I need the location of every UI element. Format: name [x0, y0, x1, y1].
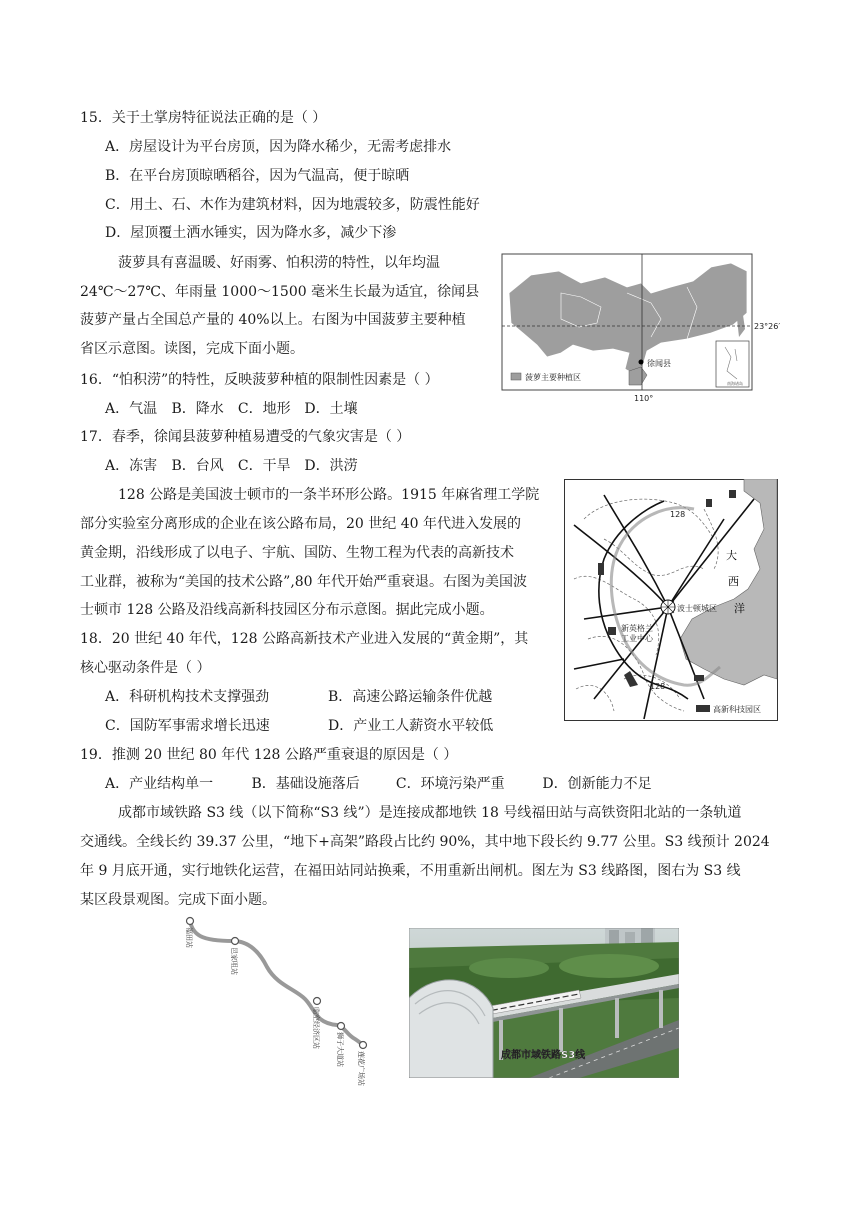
station-label-yijiazui: 邑家咀站	[230, 947, 238, 975]
q18-option-d: D．产业工人薪资水平较低	[328, 718, 494, 734]
q15-option-b: B．在平台房顶晾晒稻谷，因为气温高，便于晾晒	[105, 168, 410, 184]
q19-options	[105, 774, 652, 794]
station-label-futian: 福田站	[185, 927, 193, 948]
pineapple-para-line: 省区示意图。读图，完成下面小题。	[80, 341, 304, 357]
station-dot	[232, 938, 239, 945]
route128-map-figure	[564, 479, 778, 721]
legend-swatch	[696, 705, 710, 712]
photo-caption: 成都市域铁路S3线	[501, 1050, 586, 1061]
pineapple-para-line: 菠萝产量占全国总产量的 40%以上。右图为中国菠萝主要种植	[80, 312, 466, 328]
q17-option-b: B．台风	[171, 458, 224, 474]
longitude-label: 110°	[634, 394, 654, 403]
boston-label: 波士顿城区	[677, 604, 717, 613]
route128-para-line: 士顿市 128 公路及沿线高新科技园区分布示意图。据此完成小题。	[80, 602, 494, 618]
station-dot	[187, 918, 194, 925]
route128-para-line: 128 公路是美国波士顿市的一条半环形公路。1915 年麻省理工学院	[118, 487, 540, 503]
s3-route-map	[175, 915, 385, 1097]
station-label-linkong: 临空经济区站	[312, 1007, 320, 1049]
q17-options	[105, 456, 358, 476]
tech-park-marker	[706, 499, 712, 507]
q19-option-d: D．创新能力不足	[542, 776, 652, 792]
q18-option-c: C．国防军事需求增长迅速	[105, 718, 270, 734]
q16-stem: 16．“怕积涝”的特性，反映菠萝种植的限制性因素是（ ）	[80, 372, 439, 388]
s3-viaduct-photo	[409, 928, 679, 1078]
q17-option-d: D．洪涝	[304, 458, 358, 474]
s3-line-path	[190, 921, 363, 1047]
latitude-label: 23°26′	[754, 322, 781, 331]
station-dot	[360, 1042, 367, 1049]
map-legend-label: 菠萝主要种植区	[525, 373, 581, 382]
route128-label: 128	[650, 682, 666, 691]
station-dot	[314, 998, 321, 1005]
ocean-label: 大	[726, 549, 737, 562]
q18-stem: 核心驱动条件是（ ）	[80, 660, 211, 676]
q17-stem: 17．春季，徐闻县菠萝种植易遭受的气象灾害是（ ）	[80, 429, 411, 445]
route128-para-line: 部分实验室分离形成的企业在该公路布局，20 世纪 40 年代进入发展的	[80, 516, 521, 532]
map-legend-label: 高新科技园区	[713, 705, 761, 714]
new-england-label: 工业中心	[621, 634, 653, 643]
q18-option-a: A．科研机构技术支撑强劲	[105, 689, 270, 705]
pineapple-para-line: 24℃～27℃、年雨量 1000～1500 毫米生长最为适宜，徐闻县	[80, 284, 480, 300]
q18-option-b: B．高速公路运输条件优越	[328, 689, 493, 705]
pineapple-para-line: 菠萝具有喜温暖、好雨雾、怕积涝的特性，以年均温	[118, 255, 440, 271]
route128-para-line: 工业群，被称为“美国的技术公路”,80 年代开始严重衰退。右图为美国波	[80, 574, 528, 590]
q19-option-c: C．环境污染严重	[395, 776, 505, 792]
s3-para-line: 某区段景观图。完成下面小题。	[80, 892, 276, 908]
inset-label: 南海诸岛	[727, 381, 743, 386]
q18-stem: 18．20 世纪 40 年代，128 公路高新技术产业进入发展的“黄金期”，其	[80, 631, 529, 647]
s3-para-line: 交通线。全线长约 39.37 公里，“地下+高架”路段占比约 90%，其中地下段长约 9.77 公里。S3 线预计 2024	[80, 834, 770, 850]
q19-option-a: A．产业结构单一	[105, 776, 214, 792]
q19-option-b: B．基础设施落后	[251, 776, 360, 792]
pineapple-map-figure	[501, 253, 797, 403]
ocean-label: 西	[728, 575, 739, 588]
q16-option-d: D．土壤	[304, 401, 358, 417]
q16-option-a: A．气温	[105, 401, 158, 417]
xuwen-county-label: 徐闻县	[647, 359, 671, 368]
s3-para-line: 成都市域铁路 S3 线（以下简称“S3 线”）是连接成都地铁 18 号线福田站与高铁资阳北站的一条轨道	[118, 805, 742, 821]
station-label-lianhua: 莲花广场站	[357, 1051, 365, 1086]
q16-option-c: C．地形	[237, 401, 291, 417]
tech-park-marker	[598, 563, 604, 575]
tech-park-marker	[694, 675, 704, 681]
route128-para-line: 黄金期，沿线形成了以电子、宇航、国防、生物工程为代表的高新技术	[80, 545, 514, 561]
q15-option-a: A．房屋设计为平台房顶，因为降水稀少，无需考虑排水	[105, 139, 452, 155]
route128-label: 128	[670, 510, 686, 519]
q15-option-d: D．屋顶覆土洒水锤实，因为降水多，减少下渗	[105, 225, 397, 241]
q16-options	[105, 399, 358, 419]
xuwen-county-dot	[639, 360, 644, 365]
q15-option-c: C．用土、石、木作为建筑材料，因为地震较多，防震性能好	[105, 197, 480, 213]
station-dot	[338, 1023, 345, 1030]
q15-stem: 15．关于土掌房特征说法正确的是（ ）	[80, 110, 327, 126]
q16-option-b: B．降水	[171, 401, 224, 417]
q19-stem: 19．推测 20 世纪 80 年代 128 公路严重衰退的原因是（ ）	[80, 747, 458, 763]
station-label-shizi: 狮子大道站	[336, 1032, 344, 1067]
ocean-label: 洋	[734, 602, 745, 615]
s3-para-line: 年 9 月底开通，实行地铁化运营，在福田站同站换乘，不用重新出闸机。图左为 S3 线路图，图右为 S3 线	[80, 863, 741, 879]
q17-option-a: A．冻害	[105, 458, 158, 474]
new-england-label: 新英格兰	[621, 624, 653, 633]
q17-option-c: C．干旱	[237, 458, 291, 474]
tech-park-marker	[608, 627, 616, 635]
tech-park-marker	[729, 490, 736, 498]
